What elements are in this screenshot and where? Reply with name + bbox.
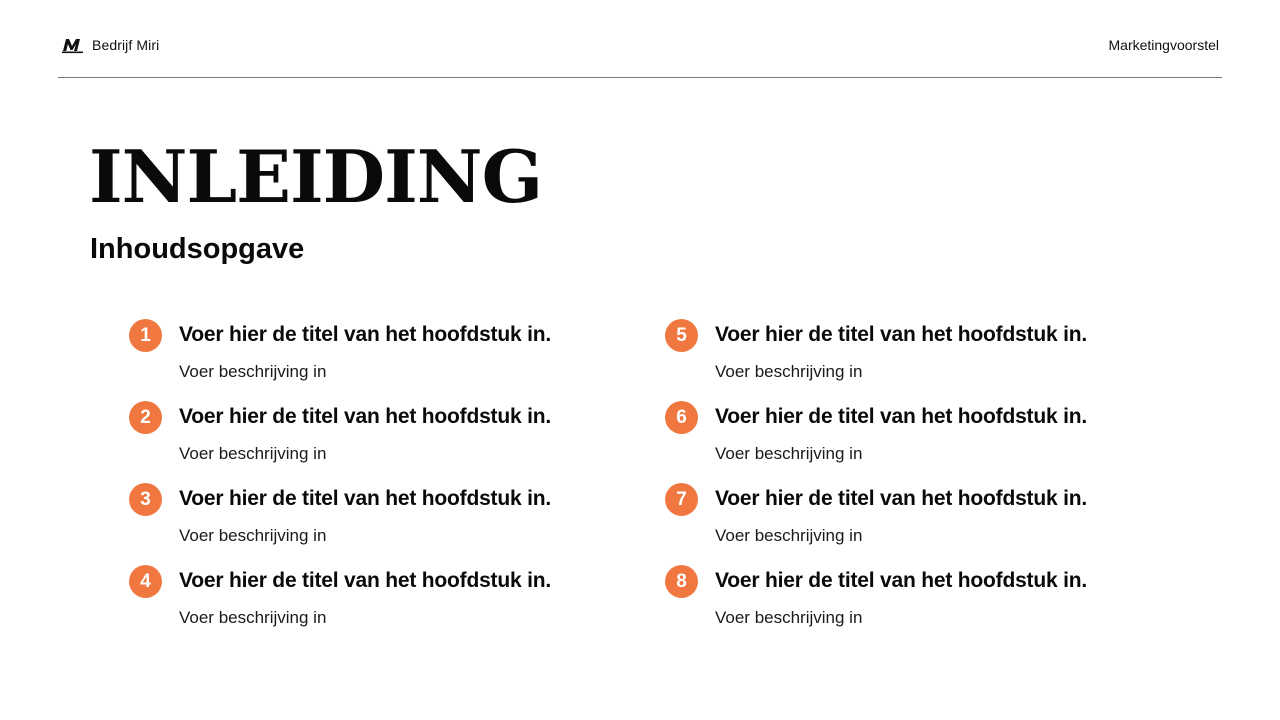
toc-number-badge: 2 — [129, 401, 162, 434]
toc-item-description: Voer beschrijving in — [179, 362, 327, 381]
toc-number-badge: 6 — [665, 401, 698, 434]
toc-item-description: Voer beschrijving in — [179, 526, 327, 545]
toc-number-badge: 8 — [665, 565, 698, 598]
toc-item — [129, 318, 649, 400]
toc-column-left — [129, 318, 649, 646]
toc-item-title: Voer hier de titel van het hoofdstuk in. — [715, 323, 1087, 346]
brand — [62, 36, 159, 54]
toc-item — [665, 482, 1185, 564]
toc-column-right — [665, 318, 1185, 646]
company-name: Bedrijf Miri — [92, 37, 160, 53]
toc-number-badge: 1 — [129, 319, 162, 352]
toc-item — [665, 564, 1185, 646]
m-logo-icon — [62, 36, 84, 54]
toc-item-description: Voer beschrijving in — [715, 608, 863, 627]
page-subtitle: Inhoudsopgave — [90, 233, 305, 265]
toc-item-description: Voer beschrijving in — [715, 362, 863, 381]
toc-number-badge: 4 — [129, 565, 162, 598]
toc-item-description: Voer beschrijving in — [179, 608, 327, 627]
toc-number-badge: 3 — [129, 483, 162, 516]
toc-item-title: Voer hier de titel van het hoofdstuk in. — [715, 487, 1087, 510]
toc-item — [129, 564, 649, 646]
toc-item-title: Voer hier de titel van het hoofdstuk in. — [179, 487, 551, 510]
toc-number-badge: 7 — [665, 483, 698, 516]
toc-item — [665, 400, 1185, 482]
document-type: Marketingvoorstel — [1108, 37, 1219, 53]
toc-item — [665, 318, 1185, 400]
page-title: INLEIDING — [89, 134, 543, 219]
toc-item-title: Voer hier de titel van het hoofdstuk in. — [179, 569, 551, 592]
toc-item-description: Voer beschrijving in — [179, 444, 327, 463]
toc-item — [129, 400, 649, 482]
toc-item-description: Voer beschrijving in — [715, 444, 863, 463]
toc-number-badge: 5 — [665, 319, 698, 352]
toc-item-title: Voer hier de titel van het hoofdstuk in. — [179, 323, 551, 346]
toc-item — [129, 482, 649, 564]
page-header — [58, 0, 1222, 78]
toc-item-title: Voer hier de titel van het hoofdstuk in. — [715, 405, 1087, 428]
toc-item-description: Voer beschrijving in — [715, 526, 863, 545]
toc-item-title: Voer hier de titel van het hoofdstuk in. — [715, 569, 1087, 592]
toc-item-title: Voer hier de titel van het hoofdstuk in. — [179, 405, 551, 428]
